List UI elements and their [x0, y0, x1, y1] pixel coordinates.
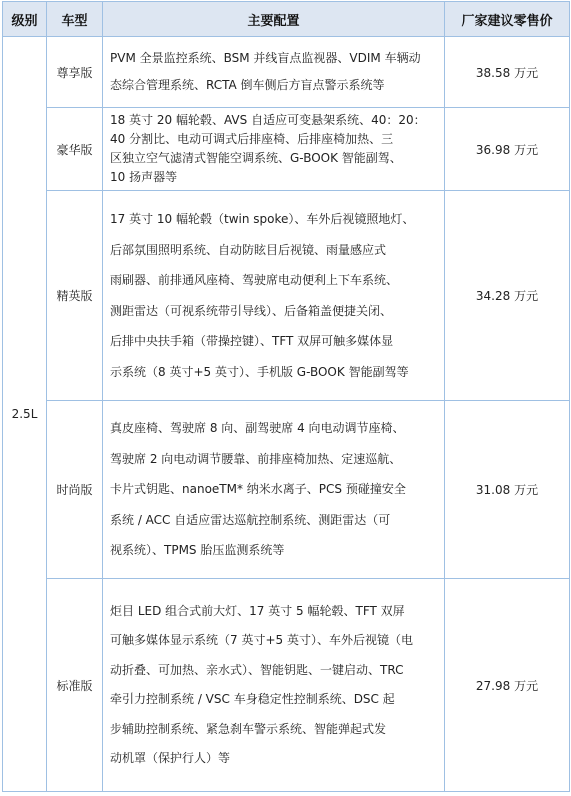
table-row	[3, 191, 570, 401]
header-config: 主要配置	[103, 2, 445, 37]
header-row	[3, 2, 570, 37]
price-cell: 38.58 万元	[445, 37, 570, 108]
config-line: 18 英寸 20 幅轮毂、AVS 自适应可变悬架系统、40：20：	[110, 113, 426, 127]
model-cell: 豪华版	[47, 108, 103, 191]
header-level: 级别	[3, 2, 47, 37]
config-cell	[103, 579, 445, 792]
level-cell: 2.5L	[3, 37, 47, 792]
config-line: 动折叠、可加热、亲水式）、智能钥匙、一键启动、TRC	[110, 662, 404, 677]
config-line: 真皮座椅、驾驶席 8 向、副驾驶席 4 向电动调节座椅、	[110, 421, 405, 436]
model-cell: 尊享版	[47, 37, 103, 108]
config-cell	[103, 401, 445, 579]
config-line: 动机罩（保护行人）等	[110, 751, 231, 765]
config-line: 测距雷达（可视系统带引导线）、后备箱盖便捷关闭、	[110, 303, 393, 318]
config-line: 态综合管理系统、RCTA 倒车侧后方盲点警示系统等	[110, 78, 385, 92]
header-model: 车型	[47, 2, 103, 37]
table-row	[3, 579, 570, 792]
config-line: 40 分割比、电动可调式后排座椅、后排座椅加热、三	[110, 132, 394, 146]
config-line: 可触多媒体显示系统（7 英寸+5 英寸）、车外后视镜（电	[110, 633, 413, 647]
model-cell: 标准版	[47, 579, 103, 792]
config-line: 10 扬声器等	[110, 170, 178, 184]
spec-table	[2, 1, 570, 792]
model-cell: 精英版	[47, 191, 103, 401]
price-cell: 27.98 万元	[445, 579, 570, 792]
config-line: PVM 全景监控系统、BSM 并线盲点监视器、VDIM 车辆动	[110, 51, 421, 65]
table-row	[3, 108, 570, 191]
config-line: 牵引力控制系统 / VSC 车身稳定性控制系统、DSC 起	[110, 692, 395, 706]
config-line: 视系统）、TPMS 胎压监测系统等	[110, 543, 285, 558]
config-line: 步辅助控制系统、紧急刹车警示系统、智能弹起式发	[110, 721, 387, 736]
config-line: 系统 / ACC 自适应雷达巡航控制系统、测距雷达（可	[110, 512, 391, 527]
config-line: 炬目 LED 组合式前大灯、17 英寸 5 幅轮毂、TFT 双屏	[110, 603, 405, 618]
price-cell: 36.98 万元	[445, 108, 570, 191]
config-line: 卡片式钥匙、nanoeTM* 纳米水离子、PCS 预碰撞安全	[110, 482, 406, 497]
config-line: 驾驶席 2 向电动调节腰靠、前排座椅加热、定速巡航、	[110, 451, 402, 466]
table-row	[3, 401, 570, 579]
table-row	[3, 37, 570, 108]
header-price: 厂家建议零售价	[445, 2, 570, 37]
config-cell	[103, 37, 445, 108]
config-cell	[103, 108, 445, 191]
price-cell: 34.28 万元	[445, 191, 570, 401]
config-line: 17 英寸 10 幅轮毂（twin spoke）、车外后视镜照地灯、	[110, 212, 415, 226]
config-line: 后部氛围照明系统、自动防眩目后视镜、雨量感应式	[110, 242, 387, 257]
model-cell: 时尚版	[47, 401, 103, 579]
config-line: 雨刷器、前排通风座椅、驾驶席电动便利上下车系统、	[110, 273, 399, 287]
config-line: 区独立空气滤清式智能空调系统、G-BOOK 智能副驾、	[110, 151, 402, 165]
config-line: 后排中央扶手箱（带操控键）、TFT 双屏可触多媒体显	[110, 334, 394, 348]
config-line: 示系统（8 英寸+5 英寸）、手机版 G-BOOK 智能副驾等	[110, 364, 409, 379]
price-cell: 31.08 万元	[445, 401, 570, 579]
config-cell	[103, 191, 445, 401]
